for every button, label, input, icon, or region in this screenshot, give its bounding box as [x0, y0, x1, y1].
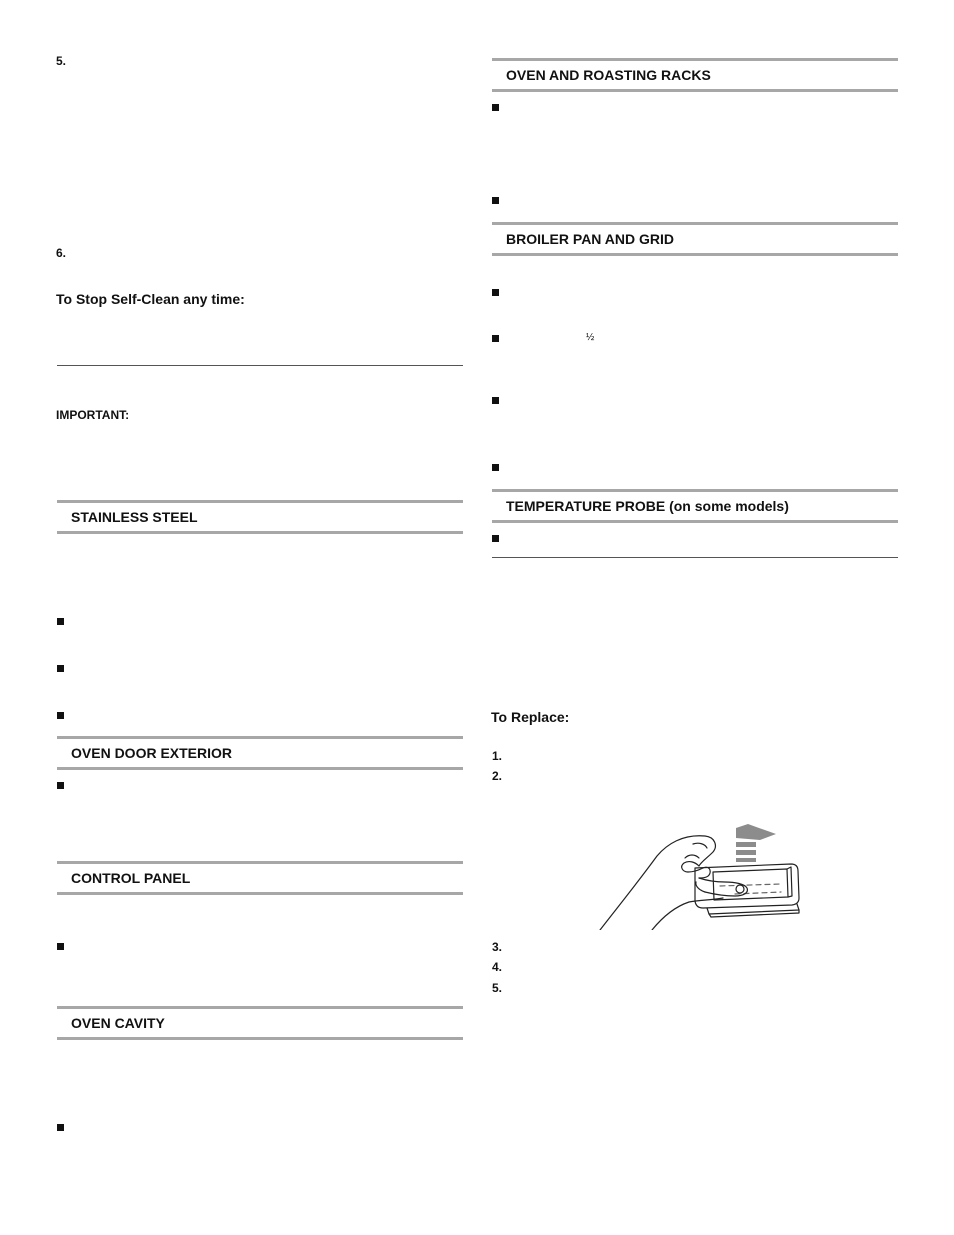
bullet-icon — [492, 464, 499, 471]
section-title: TEMPERATURE PROBE (on some models) — [506, 498, 789, 514]
section-divider — [492, 557, 898, 558]
bullet-icon — [57, 618, 64, 625]
step-number: 1. — [492, 749, 503, 763]
section-header-oven-cavity — [57, 1006, 463, 1040]
step-number: 5. — [56, 54, 67, 68]
step-number: 4. — [492, 960, 503, 974]
hand-removing-light-cover-illustration — [595, 818, 810, 930]
half-fraction: ½ — [586, 332, 595, 343]
section-title: CONTROL PANEL — [71, 870, 191, 886]
step-number: 5. — [492, 981, 503, 995]
bullet-icon — [492, 104, 499, 111]
section-header-temperature-probe — [492, 489, 898, 523]
section-header-control-panel — [57, 861, 463, 895]
section-header-broiler-pan-and-grid — [492, 222, 898, 256]
bullet-icon — [57, 1124, 64, 1131]
step-number: 2. — [492, 769, 503, 783]
section-header-oven-and-roasting-racks — [492, 58, 898, 92]
section-title: OVEN DOOR EXTERIOR — [71, 745, 233, 761]
step-number: 3. — [492, 940, 503, 954]
bullet-icon — [492, 335, 499, 342]
step-number: 6. — [56, 246, 67, 260]
bullet-icon — [492, 535, 499, 542]
bullet-icon — [57, 943, 64, 950]
section-title: OVEN CAVITY — [71, 1015, 165, 1031]
important-label: IMPORTANT: — [56, 408, 130, 422]
section-divider — [57, 365, 463, 366]
bullet-icon — [492, 397, 499, 404]
section-header-oven-door-exterior — [57, 736, 463, 770]
bullet-icon — [492, 289, 499, 296]
section-header-stainless-steel — [57, 500, 463, 534]
section-title: STAINLESS STEEL — [71, 509, 198, 525]
bullet-icon — [57, 782, 64, 789]
section-title: OVEN AND ROASTING RACKS — [506, 67, 711, 83]
to-replace-heading: To Replace: — [491, 709, 570, 725]
bullet-icon — [57, 712, 64, 719]
stop-self-clean-heading: To Stop Self-Clean any time: — [56, 291, 245, 307]
bullet-icon — [492, 197, 499, 204]
bullet-icon — [57, 665, 64, 672]
section-title: BROILER PAN AND GRID — [506, 231, 674, 247]
